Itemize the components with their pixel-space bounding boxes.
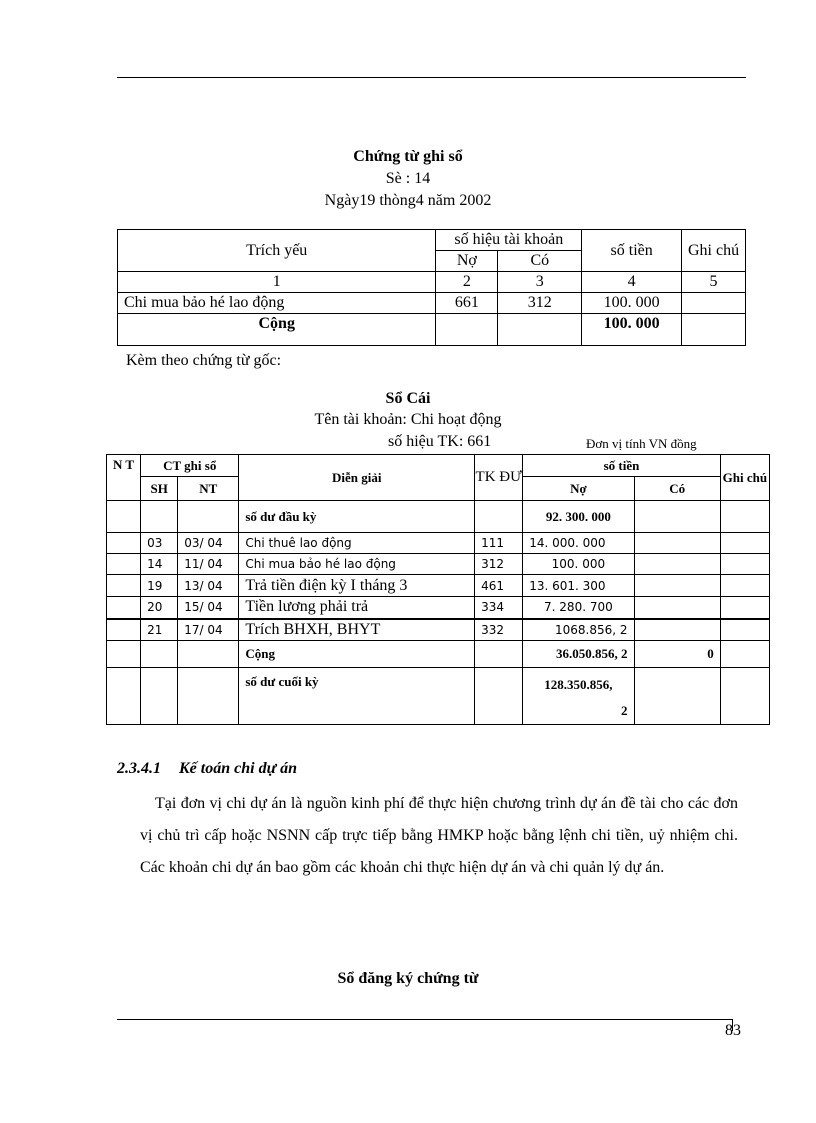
row-amount: 100. 000 (582, 293, 682, 314)
th-tk-du: TK ĐƯ (475, 455, 523, 501)
closing-no-line2: 2 (621, 703, 628, 718)
total-row (118, 314, 746, 346)
closing-no-line1: 128.350.856, (544, 677, 613, 692)
row-desc: Tiền lương phải trả (239, 597, 475, 619)
section-heading (117, 760, 297, 778)
table-row (107, 533, 770, 554)
index-row (118, 272, 746, 293)
section-number: 2.3.4.1 (117, 760, 161, 777)
th-co: Có (498, 251, 582, 272)
closing-label: số dư cuối kỳ (239, 668, 475, 725)
voucher-table (117, 229, 746, 346)
index-cell: 5 (682, 272, 746, 293)
row-nt: 15/ 04 (178, 597, 239, 619)
row-desc: Chi mua bảo hé lao động (239, 554, 475, 575)
table-row (107, 619, 770, 641)
row-tk: 332 (475, 619, 523, 641)
row-tk: 312 (475, 554, 523, 575)
th-no: Nợ (523, 477, 634, 501)
opening-row (107, 501, 770, 533)
ledger-title: Sổ Cái (385, 390, 431, 407)
row-no: 661 (436, 293, 498, 314)
row-desc: Chi mua bảo hé lao động (118, 293, 436, 314)
row-tk: 334 (475, 597, 523, 619)
row-tk: 461 (475, 575, 523, 597)
th-no: Nợ (436, 251, 498, 272)
row-desc: Chi thuê lao động (239, 533, 475, 554)
total-co: 0 (634, 641, 720, 668)
th-so-tien: số tiền (523, 455, 721, 477)
opening-label: số dư đầu kỳ (239, 501, 475, 533)
row-nt: 13/ 04 (178, 575, 239, 597)
row-nt: 17/ 04 (178, 619, 239, 641)
total-amount: 100. 000 (582, 314, 682, 346)
th-nt2: NT (178, 477, 239, 501)
index-cell: 3 (498, 272, 582, 293)
opening-no: 92. 300. 000 (523, 501, 634, 533)
header-rule (117, 77, 746, 78)
closing-row (107, 668, 770, 725)
ledger-account-name: Tên tài khoản: Chi hoạt động (314, 411, 502, 428)
attachment-note: Kèm theo chứng từ gốc: (126, 352, 282, 369)
th-nt: N T (107, 455, 141, 501)
ledger-unit: Đơn vị tính VN đồng (586, 436, 697, 451)
row-no: 13. 601. 300 (523, 575, 634, 597)
index-cell: 2 (436, 272, 498, 293)
ledger-account-no: số hiệu TK: 661 (388, 433, 492, 450)
table-row (107, 575, 770, 597)
voucher-number: Sè : 14 (385, 170, 431, 187)
row-desc: Trả tiền điện kỳ I tháng 3 (239, 575, 475, 597)
row-note (682, 293, 746, 314)
row-co: 312 (498, 293, 582, 314)
register-title: Sổ đăng ký chứng từ (337, 970, 479, 987)
row-nt: 03/ 04 (178, 533, 239, 554)
total-row (107, 641, 770, 668)
paragraph-text: Tại đơn vị chi dự án là nguồn kinh phí để thực hiện chương trình dự án đề tài cho các đơn vị chủ trì cấp hoặc NSNN cấp trực tiếp bằng HMKP hoặc bằng lệnh chi tiền, uỷ nhiệm chi. Các khoản chi dự án bao gồm các khoản chi thực hiện dự án và chi quản lý dự án. (140, 795, 738, 876)
th-ghi-chu: Ghi chú (720, 455, 769, 501)
th-so-hieu: số hiệu tài khoản (436, 230, 582, 251)
table-row (107, 597, 770, 619)
row-no: 1068.856, 2 (523, 619, 634, 641)
row-sh: 03 (141, 533, 178, 554)
th-trich-yeu: Trích yếu (118, 230, 436, 272)
th-sh: SH (141, 477, 178, 501)
row-sh: 19 (141, 575, 178, 597)
section-paragraph (140, 788, 738, 884)
section-title: Kế toán chi dự án (179, 760, 298, 777)
row-no: 7. 280. 700 (523, 597, 634, 619)
row-tk: 111 (475, 533, 523, 554)
index-cell: 1 (118, 272, 436, 293)
th-dien-giai: Diễn giải (239, 455, 475, 501)
table-row (107, 554, 770, 575)
total-label: Cộng (239, 641, 475, 668)
total-label: Cộng (118, 314, 436, 346)
page-number: 83 (725, 1022, 741, 1039)
row-sh: 14 (141, 554, 178, 575)
closing-no (523, 668, 634, 725)
index-cell: 4 (582, 272, 682, 293)
th-so-tien: số tiền (582, 230, 682, 272)
voucher-date: Ngày19 thòng4 năm 2002 (324, 192, 492, 209)
row-desc: Trích BHXH, BHYT (239, 619, 475, 641)
voucher-title: Chứng từ ghi sổ (353, 148, 463, 165)
row-no: 100. 000 (523, 554, 634, 575)
table-row (118, 293, 746, 314)
row-nt: 11/ 04 (178, 554, 239, 575)
th-ghi-chu: Ghi chú (682, 230, 746, 272)
row-sh: 20 (141, 597, 178, 619)
row-no: 14. 000. 000 (523, 533, 634, 554)
row-sh: 21 (141, 619, 178, 641)
total-no: 36.050.856, 2 (523, 641, 634, 668)
ledger-table (106, 454, 770, 725)
th-co: Có (634, 477, 720, 501)
th-ct-ghi-so: CT ghi sổ (141, 455, 239, 477)
footer-rule (117, 1019, 733, 1020)
